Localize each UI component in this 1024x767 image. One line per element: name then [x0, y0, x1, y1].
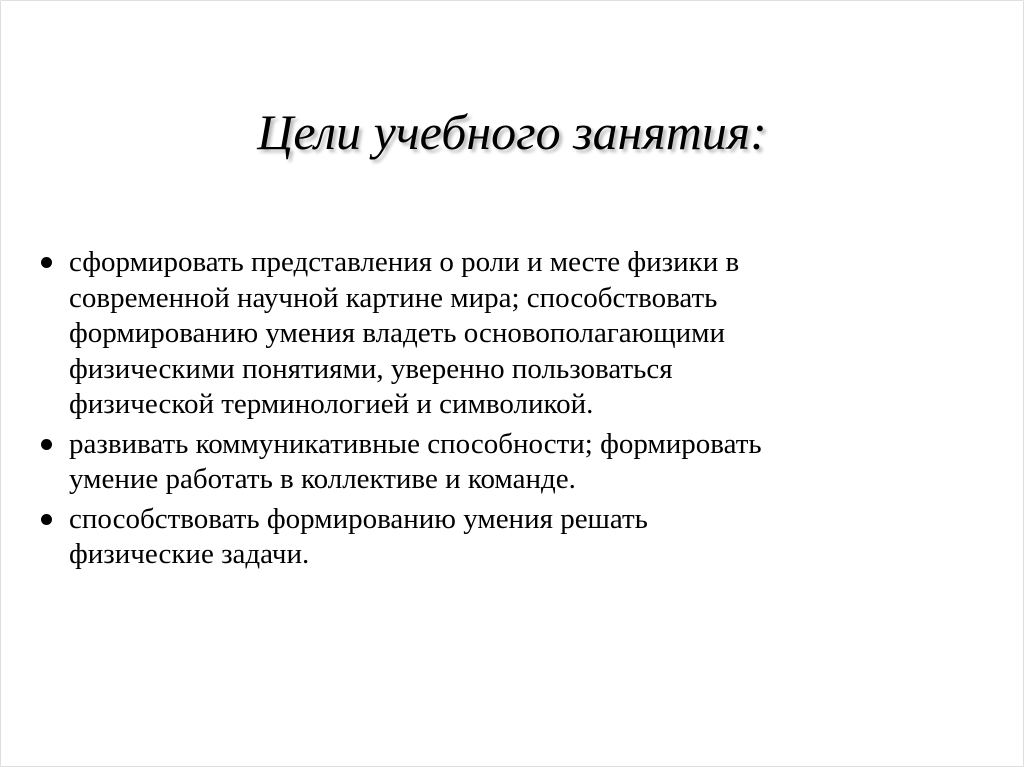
bullet-dot-icon — [41, 514, 52, 525]
bullet-dot-icon — [41, 257, 52, 268]
slide — [1, 1, 1023, 766]
bullet-list — [39, 245, 939, 577]
bullet-dot-icon — [41, 439, 52, 450]
bullet-text: сформировать представления о роли и месте физики в современной научной картине мира; способствовать формированию умения владеть основополагающими физическими понятиями, уверенно пользоваться физической терминологией и символикой. — [69, 246, 740, 420]
bullet-item — [39, 502, 939, 573]
bullet-text: развивать коммуникативные способности; формировать умение работать в коллективе и команде. — [69, 427, 762, 495]
bullet-item — [39, 427, 939, 498]
slide-title: Цели учебного занятия: — [257, 104, 767, 160]
bullet-item — [39, 245, 939, 423]
bullet-text: способствовать формированию умения решать физические задачи. — [69, 502, 648, 570]
